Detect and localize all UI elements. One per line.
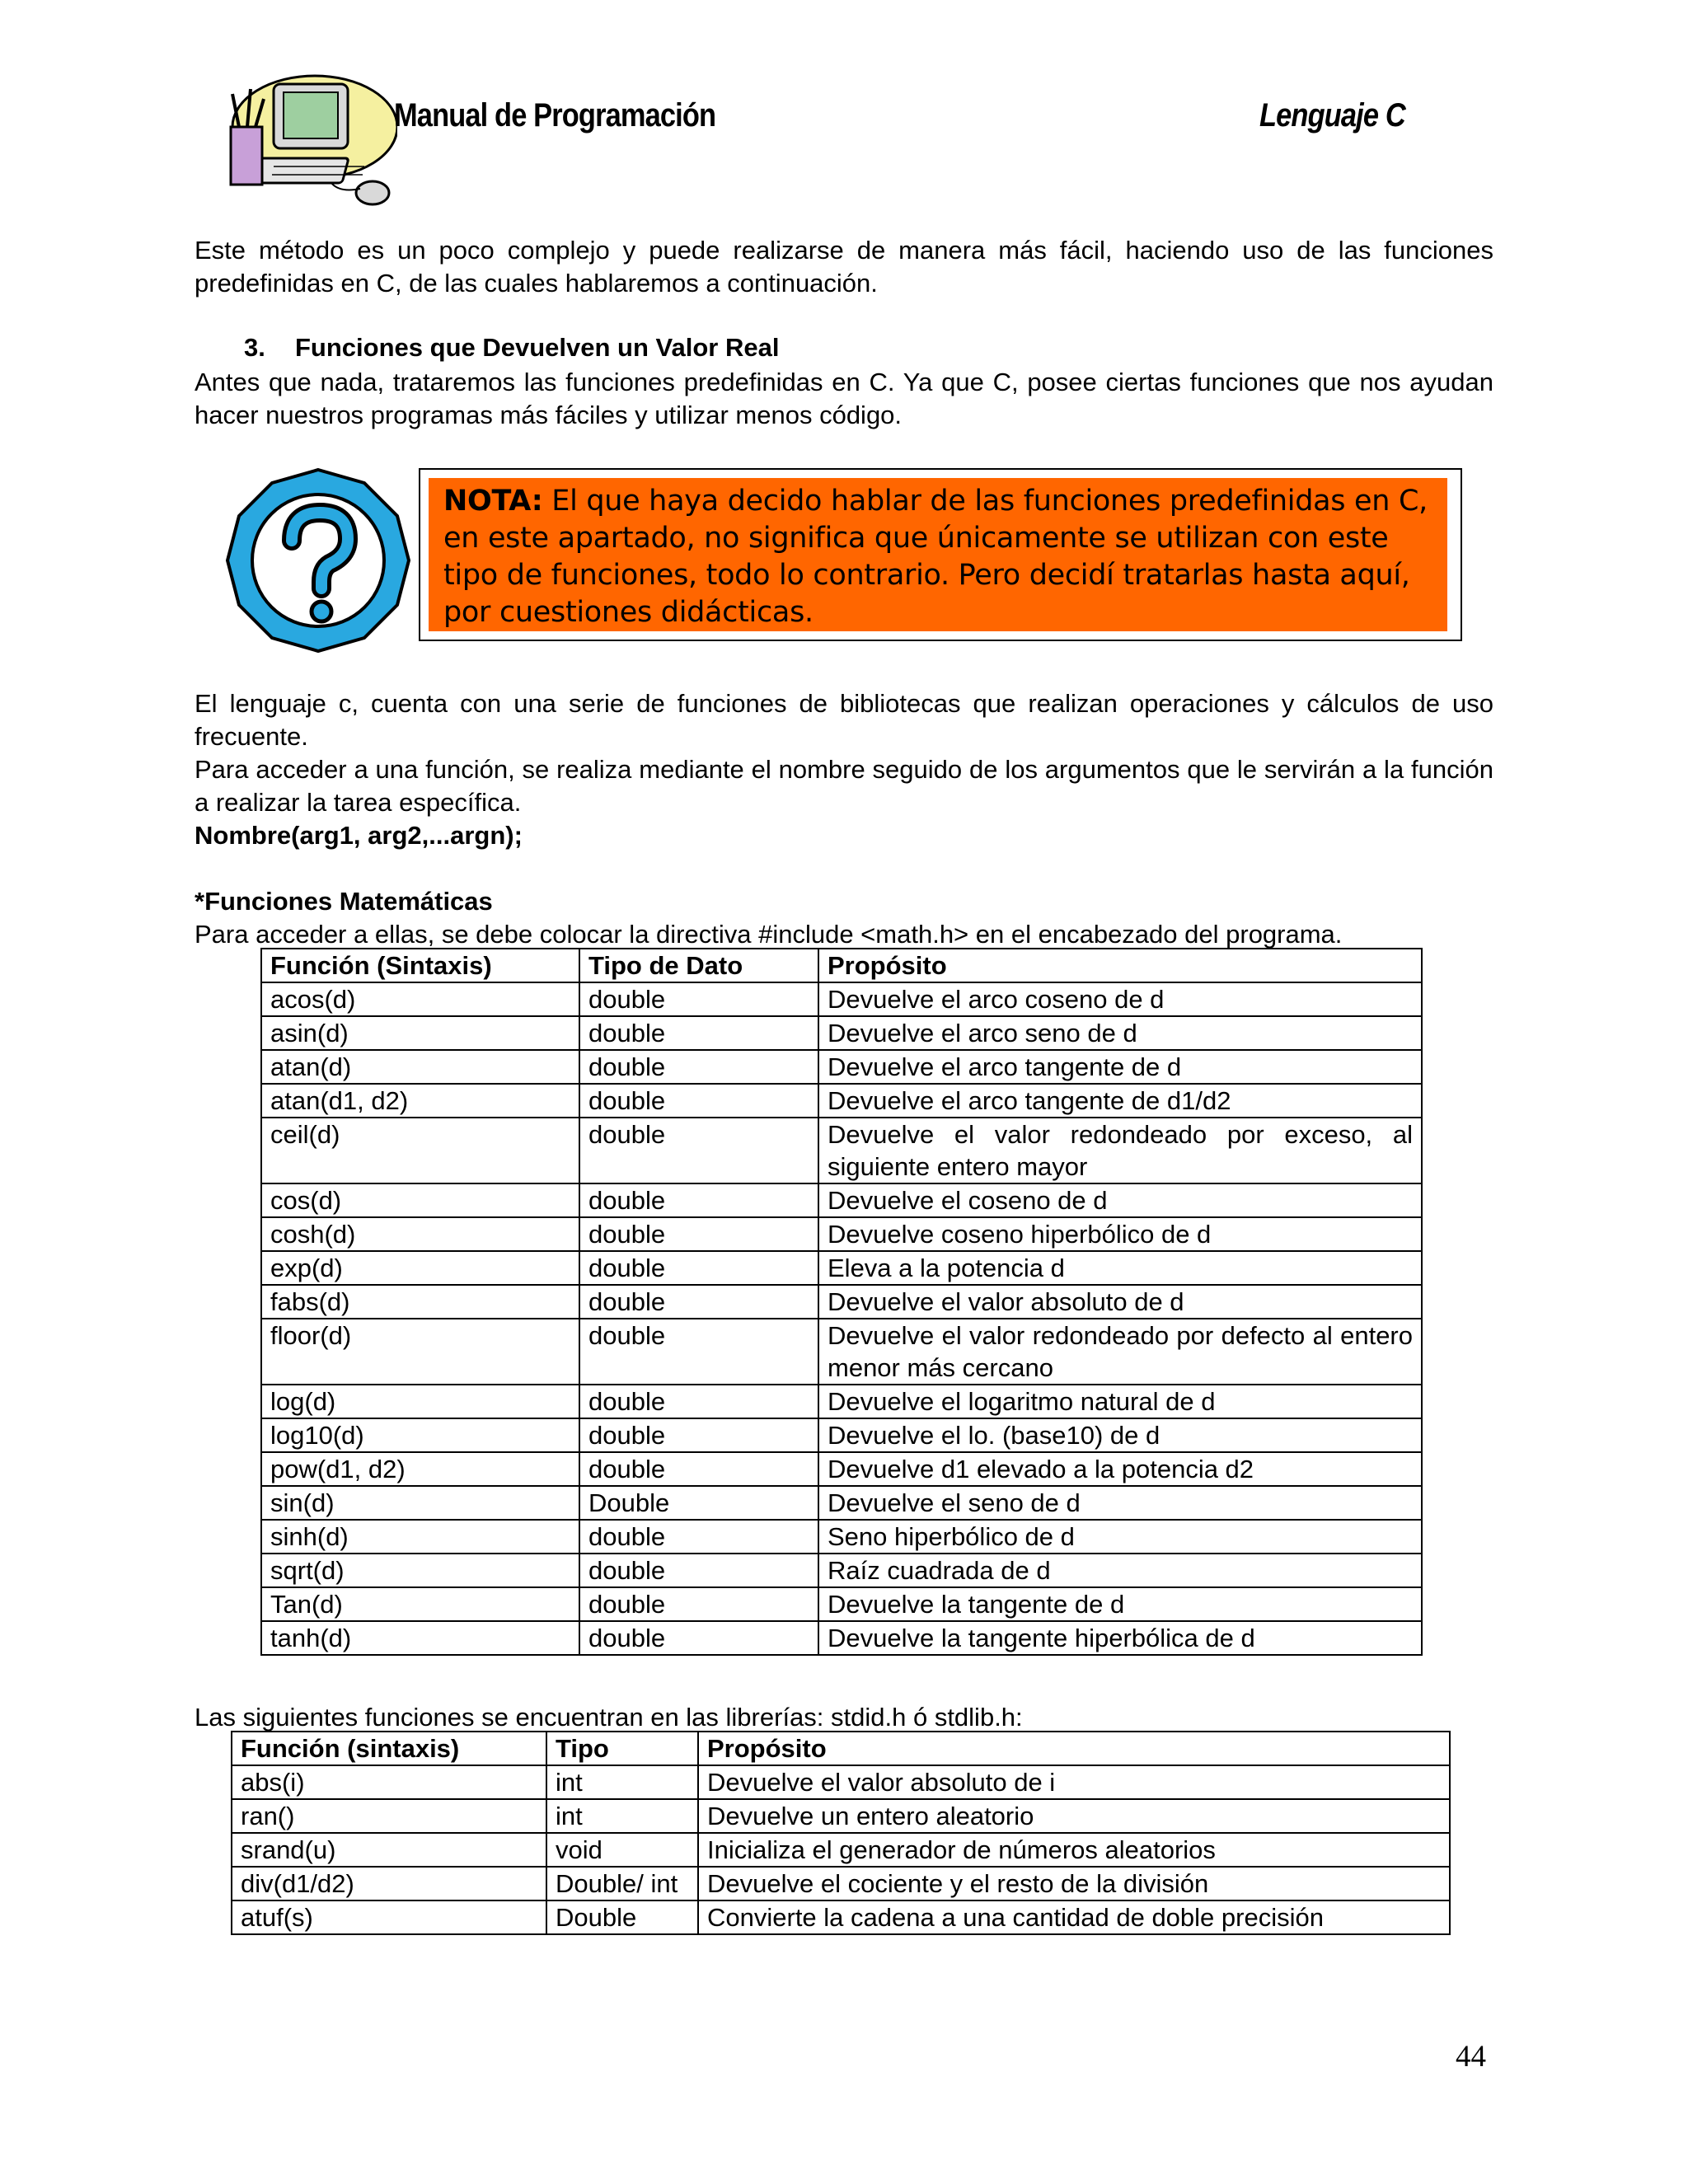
question-mark-icon <box>223 465 414 656</box>
table-row <box>232 1867 1450 1900</box>
note-label: NOTA: <box>443 485 543 518</box>
cell-purpose: Devuelve el valor redondeado por exceso, al siguiente entero mayor <box>818 1118 1422 1183</box>
cell-function: fabs(d) <box>261 1285 579 1319</box>
cell-type: double <box>579 1050 818 1084</box>
cell-function: atan(d1, d2) <box>261 1084 579 1118</box>
cell-purpose: Devuelve el cociente y el resto de la división <box>698 1867 1450 1900</box>
cell-type: double <box>579 1621 818 1655</box>
note-highlight <box>429 478 1447 631</box>
cell-purpose: Devuelve la tangente hiperbólica de d <box>818 1621 1422 1655</box>
cell-type: double <box>579 982 818 1016</box>
column-header-purpose: Propósito <box>698 1732 1450 1765</box>
cell-purpose: Devuelve el valor redondeado por defecto al entero menor más cercano <box>818 1319 1422 1385</box>
table-row <box>261 1319 1422 1385</box>
math-intro: Para acceder a ellas, se debe colocar la directiva #include <math.h> en el encabezado del programa. <box>195 920 1343 949</box>
header-left-title: Manual de Programación <box>394 97 716 134</box>
table-row <box>261 1050 1422 1084</box>
table-row <box>261 1587 1422 1621</box>
cell-function: abs(i) <box>232 1765 546 1799</box>
table-row <box>261 1251 1422 1285</box>
table-row <box>261 1084 1422 1118</box>
access-paragraph: Para acceder a una función, se realiza mediante el nombre seguido de los argumentos que le servirán a la función a realizar la tarea específica. <box>195 755 1493 817</box>
math-functions-table <box>260 948 1423 1656</box>
cell-function: floor(d) <box>261 1319 579 1385</box>
cell-type: double <box>579 1385 818 1418</box>
table-row <box>261 1418 1422 1452</box>
cell-purpose: Inicializa el generador de números aleatorios <box>698 1833 1450 1867</box>
cell-purpose: Devuelve el coseno de d <box>818 1183 1422 1217</box>
cell-type: int <box>546 1799 698 1833</box>
table-row <box>261 1554 1422 1587</box>
table-header-row <box>232 1732 1450 1765</box>
cell-type: int <box>546 1765 698 1799</box>
cell-purpose: Devuelve el arco coseno de d <box>818 982 1422 1016</box>
cell-function: atan(d) <box>261 1050 579 1084</box>
table-row <box>261 1183 1422 1217</box>
cell-function: ran() <box>232 1799 546 1833</box>
column-header-type: Tipo de Dato <box>579 949 818 982</box>
cell-type: double <box>579 1084 818 1118</box>
cell-type: double <box>579 1319 818 1385</box>
table-row <box>261 1486 1422 1520</box>
cell-function: div(d1/d2) <box>232 1867 546 1900</box>
cell-function: log10(d) <box>261 1418 579 1452</box>
table-row <box>232 1799 1450 1833</box>
cell-function: acos(d) <box>261 982 579 1016</box>
cell-type: double <box>579 1118 818 1183</box>
column-header-purpose: Propósito <box>818 949 1422 982</box>
table-row <box>261 982 1422 1016</box>
table-row <box>232 1765 1450 1799</box>
cell-type: double <box>579 1587 818 1621</box>
cell-function: sinh(d) <box>261 1520 579 1554</box>
note-box <box>419 468 1462 641</box>
header-right-title: Lenguaje C <box>1259 97 1405 134</box>
table-row <box>261 1385 1422 1418</box>
cell-purpose: Devuelve un entero aleatorio <box>698 1799 1450 1833</box>
cell-purpose: Devuelve el arco seno de d <box>818 1016 1422 1050</box>
cell-function: Tan(d) <box>261 1587 579 1621</box>
cell-purpose: Convierte la cadena a una cantidad de doble precisión <box>698 1900 1450 1934</box>
cell-purpose: Devuelve coseno hiperbólico de d <box>818 1217 1422 1251</box>
section-heading <box>244 333 779 363</box>
cell-type: void <box>546 1833 698 1867</box>
table-row <box>232 1833 1450 1867</box>
cell-purpose: Devuelve el valor absoluto de d <box>818 1285 1422 1319</box>
table-row <box>261 1016 1422 1050</box>
cell-type: double <box>579 1016 818 1050</box>
cell-purpose: Devuelve el arco tangente de d1/d2 <box>818 1084 1422 1118</box>
cell-type: double <box>579 1554 818 1587</box>
table-row <box>261 1285 1422 1319</box>
stdlib-functions-table <box>231 1731 1451 1935</box>
section-title: Funciones que Devuelven un Valor Real <box>295 333 780 362</box>
table-row <box>232 1900 1450 1934</box>
cell-purpose: Seno hiperbólico de d <box>818 1520 1422 1554</box>
column-header-function: Función (Sintaxis) <box>261 949 579 982</box>
note-text: El que haya decido hablar de las funciones predefinidas en C, en este apartado, no significa que únicamente se utilizan con este tipo de funciones, todo lo contrario. Pero decidí tratarlas hasta aquí, por cuestiones didácticas. <box>443 485 1428 629</box>
cell-type: double <box>579 1418 818 1452</box>
cell-purpose: Devuelve el lo. (base10) de d <box>818 1418 1422 1452</box>
cell-purpose: Eleva a la potencia d <box>818 1251 1422 1285</box>
cell-function: ceil(d) <box>261 1118 579 1183</box>
library-paragraph: El lenguaje c, cuenta con una serie de funciones de bibliotecas que realizan operaciones y cálculos de uso frecuente. <box>195 689 1493 751</box>
cell-type: double <box>579 1217 818 1251</box>
table-row <box>261 1621 1422 1655</box>
cell-type: Double/ int <box>546 1867 698 1900</box>
table-row <box>261 1520 1422 1554</box>
cell-purpose: Raíz cuadrada de d <box>818 1554 1422 1587</box>
intro-paragraph: Este método es un poco complejo y puede realizarse de manera más fácil, haciendo uso de las funciones predefinidas en C, de las cuales hablaremos a continuación. <box>195 236 1493 298</box>
cell-purpose: Devuelve el logaritmo natural de d <box>818 1385 1422 1418</box>
cell-function: atuf(s) <box>232 1900 546 1934</box>
cell-function: srand(u) <box>232 1833 546 1867</box>
table-header-row <box>261 949 1422 982</box>
cell-purpose: Devuelve la tangente de d <box>818 1587 1422 1621</box>
cell-function: cos(d) <box>261 1183 579 1217</box>
cell-function: tanh(d) <box>261 1621 579 1655</box>
cell-type: double <box>579 1520 818 1554</box>
cell-purpose: Devuelve el seno de d <box>818 1486 1422 1520</box>
cell-function: log(d) <box>261 1385 579 1418</box>
cell-type: double <box>579 1183 818 1217</box>
table-row <box>261 1118 1422 1183</box>
stdlib-intro: Las siguientes funciones se encuentran en las librerías: stdid.h ó stdlib.h: <box>195 1703 1023 1732</box>
cell-function: asin(d) <box>261 1016 579 1050</box>
cell-type: double <box>579 1285 818 1319</box>
cell-type: double <box>579 1452 818 1486</box>
table-row <box>261 1452 1422 1486</box>
cell-type: Double <box>546 1900 698 1934</box>
cell-function: sqrt(d) <box>261 1554 579 1587</box>
cell-type: Double <box>579 1486 818 1520</box>
computer-clipart-icon <box>216 69 397 218</box>
cell-purpose: Devuelve d1 elevado a la potencia d2 <box>818 1452 1422 1486</box>
table-row <box>261 1217 1422 1251</box>
page-number: 44 <box>1456 2040 1486 2074</box>
cell-type: double <box>579 1251 818 1285</box>
cell-function: sin(d) <box>261 1486 579 1520</box>
cell-purpose: Devuelve el valor absoluto de i <box>698 1765 1450 1799</box>
column-header-type: Tipo <box>546 1732 698 1765</box>
syntax-line: Nombre(arg1, arg2,...argn); <box>195 821 523 850</box>
cell-function: exp(d) <box>261 1251 579 1285</box>
section-number: 3. <box>244 333 265 362</box>
cell-function: pow(d1, d2) <box>261 1452 579 1486</box>
section-paragraph: Antes que nada, trataremos las funciones predefinidas en C. Ya que C, posee ciertas funciones que nos ayudan hacer nuestros programas más fáciles y utilizar menos código. <box>195 368 1493 429</box>
column-header-function: Función (sintaxis) <box>232 1732 546 1765</box>
cell-purpose: Devuelve el arco tangente de d <box>818 1050 1422 1084</box>
cell-function: cosh(d) <box>261 1217 579 1251</box>
math-heading: *Funciones Matemáticas <box>195 887 493 916</box>
